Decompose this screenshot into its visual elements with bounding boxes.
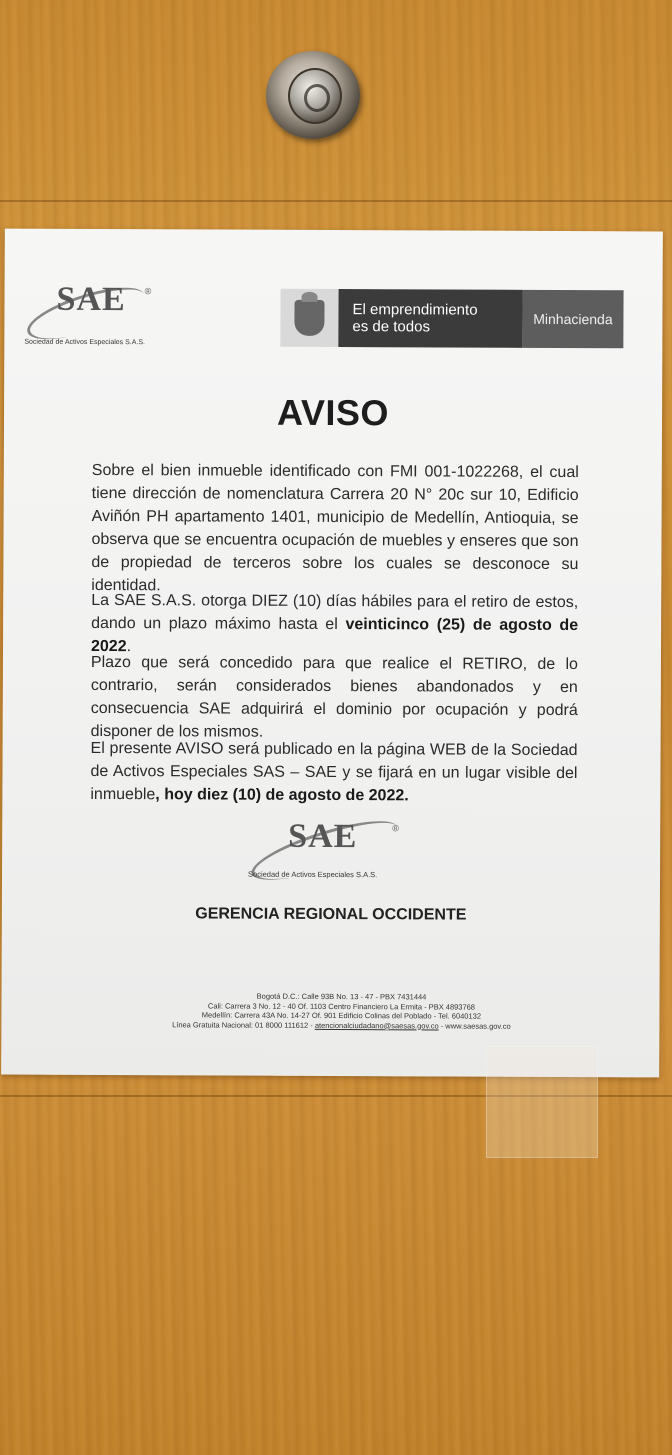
sae-logo-signature xyxy=(248,818,418,889)
colombia-coat-of-arms-icon xyxy=(280,289,338,347)
p4-date: , hoy diez (10) de agosto de 2022. xyxy=(155,786,409,805)
footer-hotline: Línea Gratuita Nacional: 01 8000 111612 - xyxy=(172,1019,315,1030)
sae-logo-subtitle: Sociedad de Activos Especiales S.A.S. xyxy=(24,338,145,347)
department-name: GERENCIA REGIONAL OCCIDENTE xyxy=(195,905,467,924)
government-slogan xyxy=(338,289,522,348)
sae-logo-registered: ® xyxy=(144,286,152,297)
p4-text: El presente AVISO será publicado en la página WEB de la Sociedad de Activos Especiales SAS – SAE y se fijará en un lugar visible del inmueble xyxy=(90,739,578,804)
sae-logo-header xyxy=(24,281,174,352)
footer-line-medellin: Medellín: Carrera 43A No. 14-27 Of. 901 Edificio Colinas del Poblado - Tel. 6040132 xyxy=(201,1010,482,1021)
sae-signature-word: SAE xyxy=(288,817,358,856)
contact-footer xyxy=(121,991,561,1031)
footer-line-contact xyxy=(121,1020,561,1031)
footer-line-cali: Cali: Carrera 3 No. 12 - 40 Of. 1103 Centro Financiero La Ermita - PBX 4893768 xyxy=(207,1000,476,1012)
adhesive-tape xyxy=(486,1046,598,1158)
notice-paragraph-4 xyxy=(90,737,577,808)
door-seam-top xyxy=(0,200,672,202)
notice-paragraph-1: Sobre el bien inmueble identificado con FMI 001-1022268, el cual tiene dirección de nomenclatura Carrera 20 N° 20c sur 10, Edificio Aviñón PH apartamento 1401, municipio de Medellín, Antioquia, se observa que se encuentra ocupación de muebles y enseres que son de propiedad de terceros sobre los cuales se desconoce su identidad. xyxy=(91,461,579,595)
notice-sheet xyxy=(1,229,663,1078)
notice-paragraph-3: Plazo que será concedido para que realice el RETIRO, de lo contrario, serán considerados bienes abandonados y en consecuencia SAE adquirirá el dominio por ocupación y podrá disponer de los mismos. xyxy=(90,653,578,741)
government-banner xyxy=(280,289,623,348)
door-peephole xyxy=(266,51,360,139)
notice-paragraph-2 xyxy=(91,589,578,660)
sae-logo-word: SAE xyxy=(56,280,126,319)
p2-deadline: veinticinco (25) de agosto de 2022 xyxy=(90,616,579,656)
slogan-line-2: es de todos xyxy=(352,318,431,336)
footer-website: - www.saesas.gov.co xyxy=(438,1020,511,1031)
footer-email-link[interactable]: atencionalciudadano@saesas.gov.co xyxy=(314,1020,439,1030)
notice-title: AVISO xyxy=(277,391,390,434)
ministry-label: Minhacienda xyxy=(522,290,623,348)
slogan-line-1: El emprendimiento xyxy=(352,301,478,319)
footer-line-bogota: Bogotá D.C.: Calle 93B No. 13 - 47 - PBX 7431444 xyxy=(256,991,427,1002)
sae-signature-registered: ® xyxy=(392,823,399,834)
peephole-lens xyxy=(288,68,342,124)
p2-text: La SAE S.A.S. otorga DIEZ (10) días hábiles para el retiro de estos, dando un plazo máximo hasta el xyxy=(91,591,579,634)
p2-end: . xyxy=(126,638,132,656)
sae-signature-subtitle: Sociedad de Activos Especiales S.A.S. xyxy=(248,869,378,880)
